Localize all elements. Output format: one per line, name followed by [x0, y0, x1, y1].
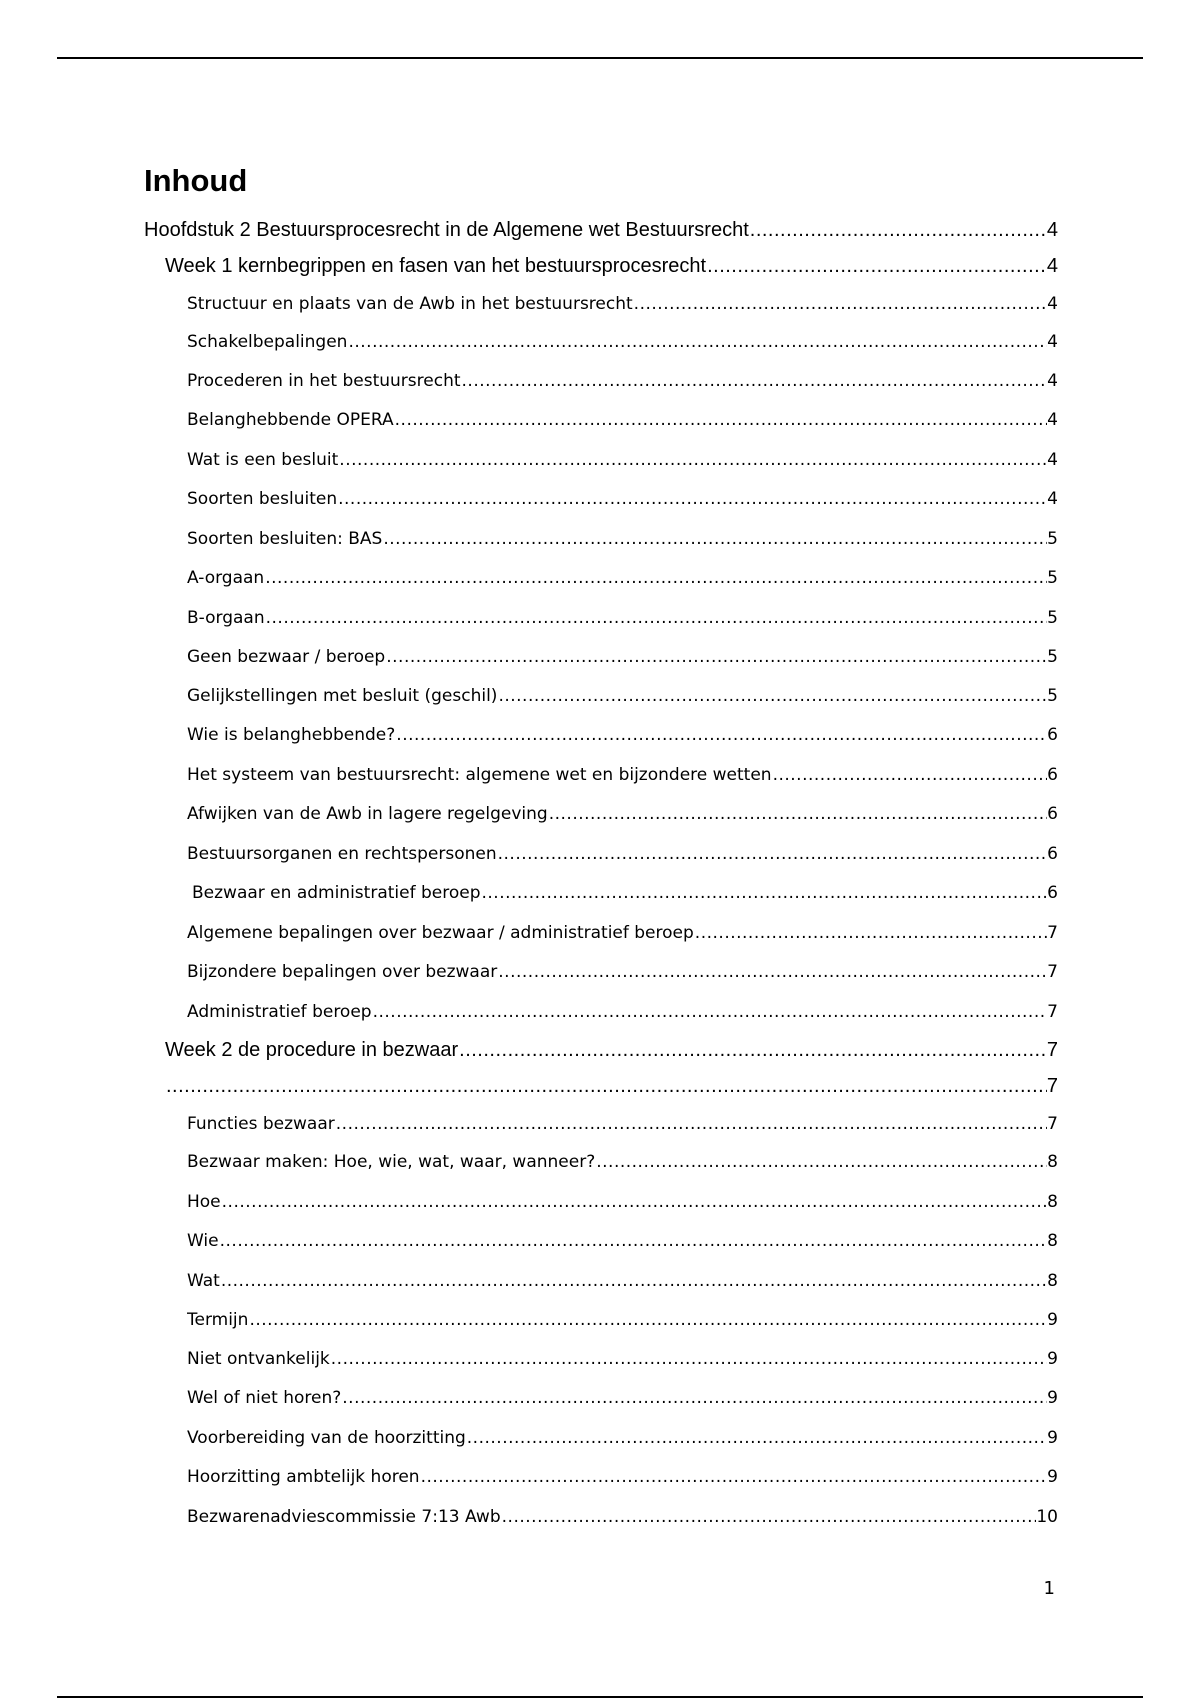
toc-entry-text: Wie is belanghebbende? — [187, 725, 396, 745]
toc-entry-section[interactable] — [165, 252, 1058, 278]
toc-entry-page: 9 — [1047, 1467, 1058, 1487]
toc-leader — [749, 219, 1047, 242]
toc-entry-page: 7 — [1047, 962, 1058, 982]
toc-entry-subsection[interactable] — [187, 604, 1058, 628]
toc-entry-text: Bestuursorganen en rechtspersonen — [187, 844, 497, 864]
toc-entry-text: Wie — [187, 1231, 219, 1251]
toc-entry-subsection[interactable] — [192, 879, 1058, 903]
page-number: 1 — [1043, 1578, 1055, 1599]
toc-entry-subsection[interactable] — [187, 446, 1058, 470]
toc-leader — [706, 255, 1047, 278]
toc-entry-section[interactable] — [165, 1072, 1058, 1098]
toc-entry-page: 7 — [1046, 1039, 1058, 1061]
toc-entry-subsection[interactable] — [187, 290, 1058, 314]
toc-entry-page: 8 — [1047, 1192, 1058, 1212]
toc-leader — [394, 410, 1048, 430]
toc-leader — [497, 962, 1047, 982]
toc-entry-subsection[interactable] — [187, 721, 1058, 745]
toc-entry-subsection[interactable] — [187, 1267, 1058, 1291]
toc-leader — [501, 1507, 1037, 1527]
toc-entry-page: 10 — [1036, 1507, 1058, 1527]
toc-leader — [330, 1349, 1047, 1369]
toc-entry-subsection[interactable] — [187, 998, 1058, 1022]
toc-entry-page: 7 — [1047, 923, 1058, 943]
toc-entry-subsection[interactable] — [187, 800, 1058, 824]
toc-entry-page: 6 — [1047, 725, 1058, 745]
toc-entry-page: 9 — [1047, 1388, 1058, 1408]
toc-entry-subsection[interactable] — [187, 840, 1058, 864]
toc-entry-page: 9 — [1047, 1310, 1058, 1330]
toc-entry-text: Voorbereiding van de hoorzitting — [187, 1428, 466, 1448]
toc-entry-text: Hoorzitting ambtelijk horen — [187, 1467, 420, 1487]
toc-entry-page: 7 — [1047, 1114, 1058, 1134]
toc-entry-page: 5 — [1047, 529, 1058, 549]
toc-leader — [335, 1114, 1047, 1134]
toc-entry-subsection[interactable] — [187, 1188, 1058, 1212]
toc-leader — [347, 332, 1047, 352]
toc-leader — [481, 883, 1048, 903]
toc-entry-subsection[interactable] — [187, 1110, 1058, 1134]
toc-entry-page: 5 — [1047, 647, 1058, 667]
toc-leader — [338, 450, 1047, 470]
toc-entry-text: Afwijken van de Awb in lagere regelgeving — [187, 804, 548, 824]
toc-entry-subsection[interactable] — [187, 1227, 1058, 1251]
toc-entry-page: 5 — [1047, 686, 1058, 706]
toc-entry-page: 4 — [1047, 371, 1058, 391]
toc-entry-subsection[interactable] — [187, 1384, 1058, 1408]
toc-entry-page: 8 — [1047, 1271, 1058, 1291]
toc-entry-subsection[interactable] — [187, 328, 1058, 352]
toc-entry-page: 7 — [1046, 1075, 1058, 1097]
toc-leader — [497, 686, 1047, 706]
toc-entry-chapter[interactable] — [144, 216, 1058, 242]
toc-entry-text: Week 2 de procedure in bezwaar — [165, 1039, 459, 1061]
toc-entry-page: 8 — [1047, 1231, 1058, 1251]
toc-entry-subsection[interactable] — [187, 1345, 1058, 1369]
footer-rule — [57, 1696, 1143, 1698]
toc-leader — [461, 371, 1048, 391]
toc-leader — [497, 844, 1048, 864]
toc-entry-text: Hoe — [187, 1192, 221, 1212]
toc-leader — [694, 923, 1047, 943]
toc-entry-subsection[interactable] — [187, 525, 1058, 549]
toc-entry-text: Administratief beroep — [187, 1002, 372, 1022]
toc-entry-text: Wat is een besluit — [187, 450, 339, 470]
toc-entry-subsection[interactable] — [187, 958, 1058, 982]
toc-entry-section[interactable] — [165, 1036, 1058, 1062]
toc-entry-page: 9 — [1047, 1349, 1058, 1369]
toc-leader — [385, 647, 1047, 667]
toc-entry-subsection[interactable] — [187, 406, 1058, 430]
toc-leader — [337, 489, 1047, 509]
toc-entry-page: 6 — [1047, 804, 1058, 824]
toc-entry-page: 4 — [1047, 294, 1058, 314]
toc-entry-page: 4 — [1046, 219, 1058, 241]
toc-leader — [265, 608, 1048, 628]
toc-entry-text: Bezwaar en administratief beroep — [192, 883, 481, 903]
toc-entry-subsection[interactable] — [187, 1424, 1058, 1448]
toc-entry-subsection[interactable] — [187, 564, 1058, 588]
toc-entry-subsection[interactable] — [187, 485, 1058, 509]
toc-entry-text: Structuur en plaats van de Awb in het bestuursrecht — [187, 294, 633, 314]
toc-entry-text: Wat — [187, 1271, 220, 1291]
toc-entry-page: 9 — [1047, 1428, 1058, 1448]
toc-leader — [248, 1310, 1047, 1330]
toc-leader — [458, 1039, 1047, 1062]
toc-title: Inhoud — [144, 163, 248, 198]
toc-entry-page: 6 — [1047, 883, 1058, 903]
toc-entry-text: Soorten besluiten: BAS — [187, 529, 383, 549]
toc-entry-text: Termijn — [187, 1310, 249, 1330]
toc-entry-text: A-orgaan — [187, 568, 265, 588]
toc-entry-text: Niet ontvankelijk — [187, 1349, 330, 1369]
toc-entry-text: Gelijkstellingen met besluit (geschil) — [187, 686, 498, 706]
toc-entry-subsection[interactable] — [187, 1306, 1058, 1330]
toc-leader — [341, 1388, 1047, 1408]
toc-entry-page: 4 — [1047, 410, 1058, 430]
toc-entry-text: Hoofdstuk 2 Bestuursprocesrecht in de Algemene wet Bestuursrecht — [144, 219, 749, 241]
toc-entry-text: Bijzondere bepalingen over bezwaar — [187, 962, 498, 982]
toc-leader — [165, 1075, 1047, 1098]
toc-entry-text: Belanghebbende OPERA — [187, 410, 394, 430]
toc-leader — [264, 568, 1047, 588]
toc-entry-page: 5 — [1047, 568, 1058, 588]
toc-leader — [219, 1231, 1048, 1251]
toc-entry-text: Het systeem van bestuursrecht: algemene wet en bijzondere wetten — [187, 765, 772, 785]
toc-entry-subsection[interactable] — [187, 682, 1058, 706]
toc-entry-text: Soorten besluiten — [187, 489, 338, 509]
toc-entry-text: Week 1 kernbegrippen en fasen van het bestuursprocesrecht — [165, 255, 707, 277]
toc-entry-page: 7 — [1047, 1002, 1058, 1022]
toc-leader — [395, 725, 1047, 745]
toc-leader — [220, 1271, 1047, 1291]
toc-entry-text: Schakelbepalingen — [187, 332, 348, 352]
toc-entry-subsection[interactable] — [187, 643, 1058, 667]
toc-entry-text: Algemene bepalingen over bezwaar / administratief beroep — [187, 923, 694, 943]
toc-entry-page: 4 — [1046, 255, 1058, 277]
toc-entry-subsection[interactable] — [187, 1503, 1058, 1527]
toc-entry-page: 8 — [1047, 1152, 1058, 1172]
toc-leader — [772, 765, 1048, 785]
toc-leader — [420, 1467, 1048, 1487]
toc-entry-page: 5 — [1047, 608, 1058, 628]
toc-entry-text: Bezwarenadviescommissie 7:13 Awb — [187, 1507, 501, 1527]
toc-entry-subsection[interactable] — [187, 761, 1058, 785]
toc-entry-subsection[interactable] — [187, 919, 1058, 943]
toc-leader — [221, 1192, 1048, 1212]
toc-leader — [466, 1428, 1047, 1448]
toc-entry-page: 4 — [1047, 450, 1058, 470]
toc-entry-page: 6 — [1047, 765, 1058, 785]
toc-entry-subsection[interactable] — [187, 1148, 1058, 1172]
toc-entry-text: Geen bezwaar / beroep — [187, 647, 386, 667]
toc-leader — [595, 1152, 1047, 1172]
toc-entry-subsection[interactable] — [187, 1463, 1058, 1487]
toc-entry-text: Bezwaar maken: Hoe, wie, wat, waar, wanneer? — [187, 1152, 596, 1172]
toc-entry-text: Wel of niet horen? — [187, 1388, 342, 1408]
toc-entry-page: 4 — [1047, 332, 1058, 352]
toc-entry-text: Functies bezwaar — [187, 1114, 335, 1134]
toc-entry-page: 6 — [1047, 844, 1058, 864]
toc-entry-page: 4 — [1047, 489, 1058, 509]
toc-entry-text: B-orgaan — [187, 608, 265, 628]
toc-leader — [548, 804, 1047, 824]
toc-leader — [382, 529, 1047, 549]
toc-entry-subsection[interactable] — [187, 367, 1058, 391]
toc-leader — [372, 1002, 1048, 1022]
toc-entry-text: Procederen in het bestuursrecht — [187, 371, 461, 391]
toc-leader — [633, 294, 1048, 314]
